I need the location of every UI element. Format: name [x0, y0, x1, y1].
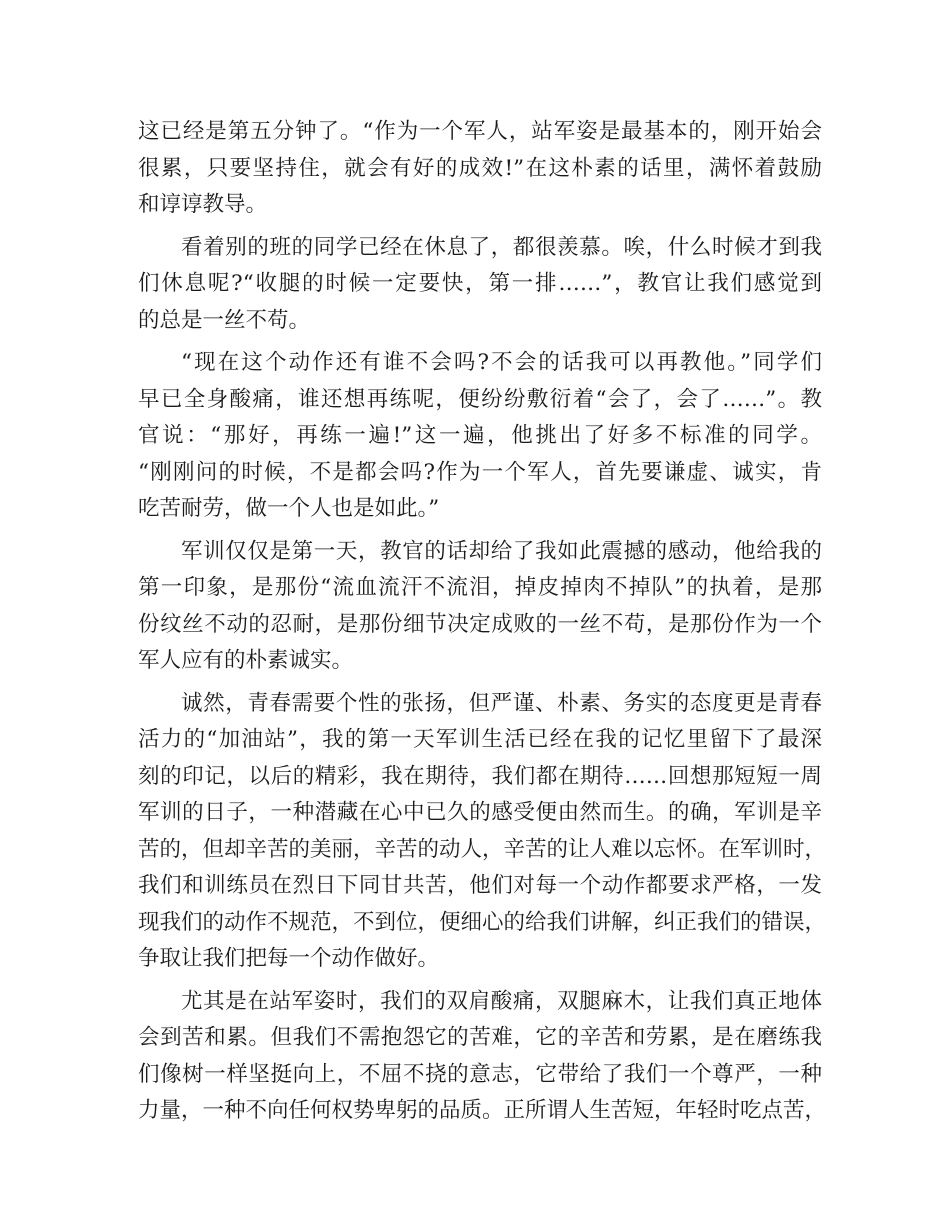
paragraph-5-line-8: 争取让我们把每一个动作做好。	[138, 946, 440, 971]
paragraph-5-line-1: 诚然，青春需要个性的张扬，但严谨、朴素、务实的态度更是青春	[181, 690, 822, 716]
paragraph-4-line-3: 份纹丝不动的忍耐，是那份细节决定成败的一丝不苟，是那份作为一个	[138, 611, 822, 637]
paragraph-5-line-6: 我们和训练员在烈日下同甘共苦，他们对每一个动作都要求严格，一发	[138, 873, 822, 898]
paragraph-6-line-2: 会到苦和累。但我们不需抱怨它的苦难，它的辛苦和劳累，是在磨练我	[138, 1025, 822, 1050]
document-body	[138, 114, 827, 1130]
paragraph-3-line-4: “刚刚问的时候，不是都会吗?作为一个军人，首先要谦虚、诚实，肯	[138, 459, 822, 485]
paragraph-6-line-4: 力量，一种不向任何权势卑躬的品质。正所谓人生苦短，年轻时吃点苦，	[138, 1098, 827, 1123]
paragraph-4-line-2: 第一印象，是那份“流血流汗不流泪，掉皮掉肉不掉队”的执着，是那	[138, 575, 822, 600]
paragraph-6-line-1: 尤其是在站军姿时，我们的双肩酸痛，双腿麻木，让我们真正地体	[181, 988, 822, 1014]
paragraph-1-line-1: 这已经是第五分钟了。“作为一个军人，站军姿是最基本的，刚开始会	[138, 119, 822, 144]
paragraph-2-line-2: 们休息呢?“收腿的时候一定要快，第一排……”，教官让我们感觉到	[138, 271, 822, 296]
paragraph-5-line-2: 活力的“加油站”，我的第一天军训生活已经在我的记忆里留下了最深	[138, 727, 822, 752]
paragraph-1-line-3: 和谆谆教导。	[138, 192, 268, 217]
paragraph-2-line-1: 看着别的班的同学已经在休息了，都很羡慕。唉，什么时候才到我	[181, 234, 822, 260]
paragraph-6-line-3: 们像树一样坚挺向上，不屈不挠的意志，它带给了我们一个尊严，一种	[138, 1061, 822, 1087]
paragraph-2-line-3: 的总是一丝不苟。	[138, 307, 311, 333]
paragraph-3-line-3: 官说：“那好，再练一遍!”这一遍，他挑出了好多不标准的同学。	[138, 423, 822, 448]
paragraph-5-line-4: 军训的日子，一种潜藏在心中已久的感受便由然而生。的确，军训是辛	[138, 800, 822, 825]
paragraph-5-line-3: 刻的印记，以后的精彩，我在期待，我们都在期待……回想那短短一周	[138, 763, 822, 789]
paragraph-3-line-1: “现在这个动作还有谁不会吗?不会的话我可以再教他。”同学们	[181, 350, 822, 375]
paragraph-5-line-7: 现我们的动作不规范，不到位，便细心的给我们讲解，纠正我们的错误，	[138, 909, 827, 935]
paragraph-3-line-5: 吃苦耐劳，做一个人也是如此。”	[138, 496, 440, 521]
paragraph-4-line-4: 军人应有的朴素诚实。	[138, 648, 354, 673]
paragraph-1-line-2: 很累，只要坚持住，就会有好的成效!”在这朴素的话里，满怀着鼓励	[138, 155, 822, 181]
paragraph-5-line-5: 苦的，但却辛苦的美丽，辛苦的动人，辛苦的让人难以忘怀。在军训时，	[138, 836, 827, 862]
paragraph-4-line-1: 军训仅仅是第一天，教官的话却给了我如此震撼的感动，他给我的	[181, 538, 822, 564]
paragraph-3-line-2: 早已全身酸痛，谁还想再练呢，便纷纷敷衍着“会了，会了……”。教	[138, 386, 822, 412]
